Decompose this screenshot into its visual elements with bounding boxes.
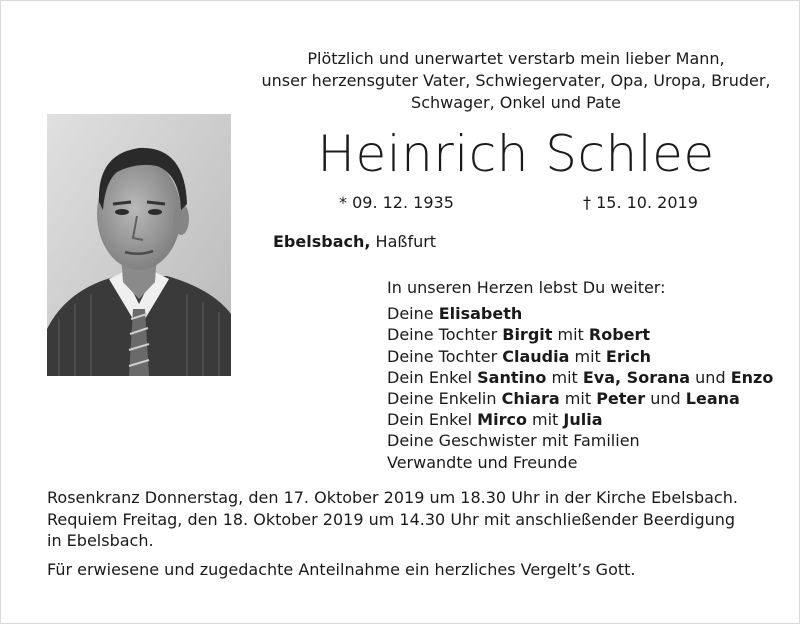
intro-line: unser herzensguter Vater, Schwiegervater, Opa, Uropa, Bruder, xyxy=(261,71,771,90)
survivor-relation: mit xyxy=(546,367,583,387)
survivor-relation: mit xyxy=(559,389,597,409)
survivor-name: Chiara xyxy=(501,389,560,409)
service-information xyxy=(47,487,767,580)
survivor-row xyxy=(387,430,787,451)
survivor-name: Julia xyxy=(563,410,603,430)
requiem-info-line: in Ebelsbach. xyxy=(47,531,154,550)
survivor-name: Leana xyxy=(685,389,740,409)
survivor-row xyxy=(387,303,787,324)
survivor-relation: mit xyxy=(526,410,564,430)
survivor-name: Peter xyxy=(596,389,646,409)
intro-line: Plötzlich und unerwartet verstarb mein lieber Mann, xyxy=(307,49,725,68)
survivor-relation: Verwandte und Freunde xyxy=(387,452,578,472)
survivor-name: Enzo xyxy=(730,367,774,387)
survivor-relation: Dein Enkel xyxy=(387,367,478,387)
survivor-name: Erich xyxy=(605,346,652,366)
survivor-relation: Deine Enkelin xyxy=(387,389,502,409)
intro-text xyxy=(251,48,781,114)
survivor-relation: Deine xyxy=(387,304,439,324)
place-of-residence xyxy=(273,231,436,253)
survivor-row xyxy=(387,452,787,473)
place-district: Haßfurt xyxy=(370,232,437,251)
rosary-info: Rosenkranz Donnerstag, den 17. Oktober 2019 um 18.30 Uhr in der Kirche Ebelsbach. xyxy=(47,488,738,507)
portrait-photo xyxy=(47,114,231,376)
survivor-name: Claudia xyxy=(502,346,570,366)
survivor-relation: mit xyxy=(552,325,589,345)
survivor-relation: Deine Tochter xyxy=(387,346,503,366)
survivor-name: Robert xyxy=(588,325,651,345)
survivor-rows xyxy=(387,303,787,473)
survivor-relation: und xyxy=(690,367,731,387)
death-date: † 15. 10. 2019 xyxy=(583,193,698,212)
survivor-row xyxy=(387,409,787,430)
thanks-text: Für erwiesene und zugedachte Anteilnahme ein herzliches Vergelt’s Gott. xyxy=(47,559,636,579)
survivor-name: Santino xyxy=(477,367,547,387)
survivors-lead: In unseren Herzen lebst Du weiter: xyxy=(387,278,666,297)
survivor-name: Mirco xyxy=(477,410,527,430)
survivor-row xyxy=(387,388,787,409)
place-town: Ebelsbach, xyxy=(273,232,371,251)
survivor-row xyxy=(387,324,787,345)
survivor-name: Elisabeth xyxy=(438,304,523,324)
requiem-info-line: Requiem Freitag, den 18. Oktober 2019 um 14.30 Uhr mit anschließender Beerdigung xyxy=(47,509,736,529)
survivor-relation: Deine Geschwister mit Familien xyxy=(387,431,640,451)
survivor-row xyxy=(387,346,787,367)
survivor-name: Eva, Sorana xyxy=(582,367,691,387)
deceased-name: Heinrich Schlee xyxy=(317,125,715,183)
birth-date: * 09. 12. 1935 xyxy=(339,193,454,212)
survivor-relation: Deine Tochter xyxy=(387,325,503,345)
survivor-row xyxy=(387,367,787,388)
survivor-relation: mit xyxy=(569,346,606,366)
survivor-relation: und xyxy=(645,389,686,409)
survivors-list xyxy=(387,277,787,473)
portrait-icon xyxy=(47,114,231,376)
survivor-name: Birgit xyxy=(502,325,553,345)
intro-line: Schwager, Onkel und Pate xyxy=(411,93,621,112)
survivor-relation: Dein Enkel xyxy=(387,410,478,430)
